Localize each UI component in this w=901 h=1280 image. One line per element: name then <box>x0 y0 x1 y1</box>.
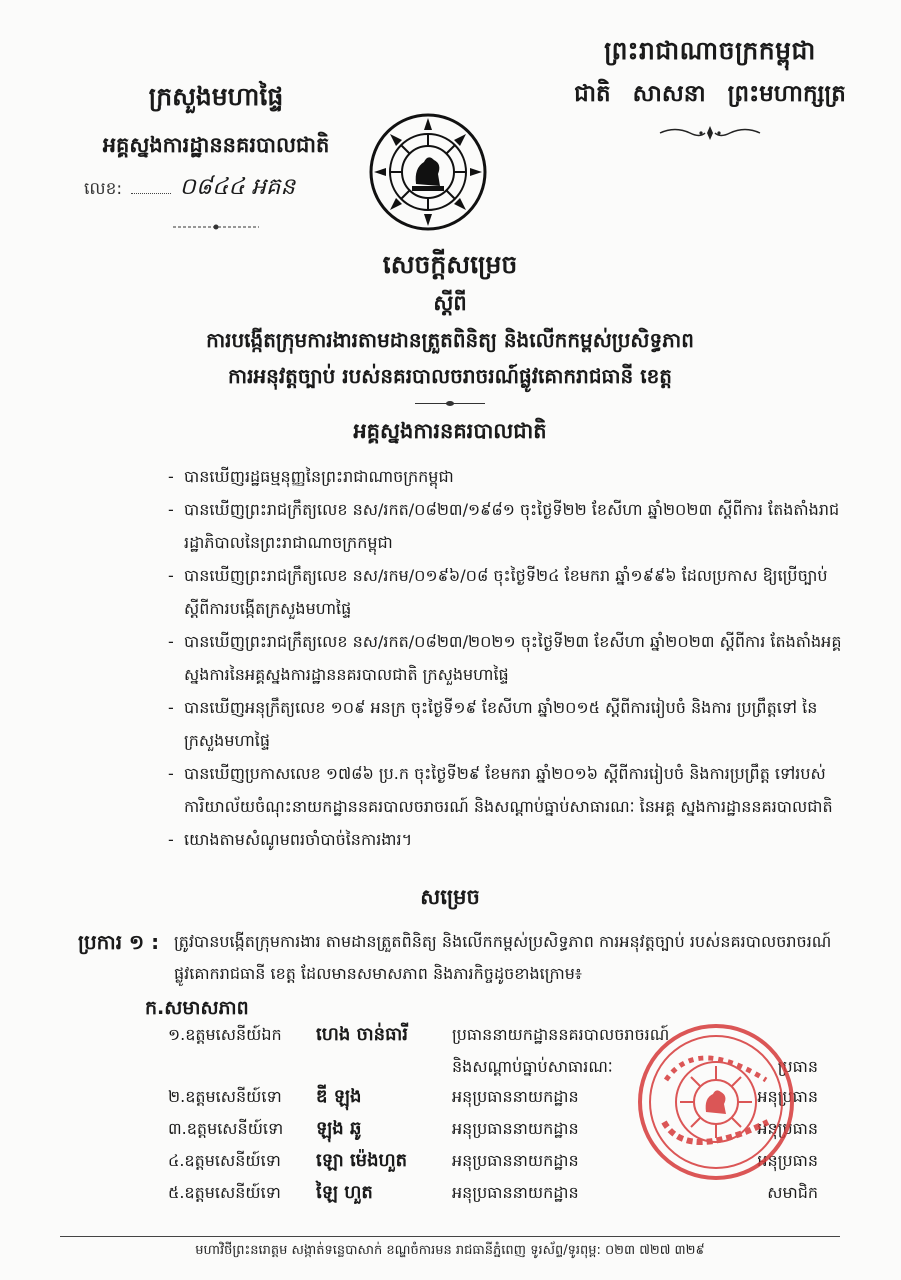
official-stamp-icon <box>636 1022 796 1182</box>
member-position: អនុប្រធាននាយកដ្ឋាន <box>452 1183 579 1202</box>
number-value: ០៨៤៤ <box>179 174 245 200</box>
member-position: អនុប្រធាននាយកដ្ឋាន <box>452 1087 579 1106</box>
member-name: ឡោ ម៉េងហួត <box>316 1150 408 1171</box>
list-item: - បានឃើញប្រកាសលេខ ១៧៨៦ ប្រ.ក ចុះថ្ងៃទី២៩ ខែមករា ឆ្នាំ២០១៦ ស្ដីពីការរៀបចំ និងការប្រព្រឹត្ត ទៅរបស់ការិយាល័យចំណុះនាយកដ្ឋាននគរបាលចរាចរណ៍ និងសណ្ដាប់ធ្នាប់សាធារណៈ នៃអគ្គ ស្នងការដ្ឋាននគរបាលជាតិ <box>168 757 848 823</box>
kingdom-title: ព្រះរាជាណាចក្រកម្ពុជា <box>604 36 816 65</box>
ministry-name: ក្រសួងមហាផ្ទៃ <box>148 82 284 111</box>
number-label: លេខ: <box>84 179 123 199</box>
member-rank: ៣.ឧត្ដមសេនីយ៍ទោ <box>168 1119 284 1138</box>
list-item: - បានឃើញអនុក្រឹត្យលេខ ១០៩ អនក្រ ចុះថ្ងៃទី១៩ ខែសីហា ឆ្នាំ២០១៥ ស្ដីពីការរៀបចំ និងការ ប្រព្រឹត្តទៅ នៃក្រសួងមហាផ្ទៃ <box>168 691 848 757</box>
member-name: ឡៃ ហួត <box>316 1182 373 1203</box>
article-1 <box>78 926 848 990</box>
article-1-label: ប្រការ ១ : <box>78 930 160 954</box>
member-name: ឌី ឡុង <box>316 1086 362 1107</box>
about-label: ស្ដីពី <box>433 291 467 315</box>
member-position: និងសណ្ដាប់ធ្នាប់សាធារណៈ <box>452 1057 613 1076</box>
member-position: ប្រធាននាយកដ្ឋាននគរបាលចរាចរណ៍ <box>452 1025 670 1044</box>
member-position: អនុប្រធាននាយកដ្ឋាន <box>452 1151 579 1170</box>
member-position: អនុប្រធាននាយកដ្ឋាន <box>452 1119 579 1138</box>
member-rank: ២.ឧត្ដមសេនីយ៍ទោ <box>168 1087 282 1106</box>
footer-divider <box>60 1236 840 1237</box>
member-rank: ៥.ឧត្ដមសេនីយ៍ទោ <box>168 1183 281 1202</box>
national-motto: ជាតិ សាសនា ព្រះមហាក្សត្រ <box>574 81 846 107</box>
department-name: អគ្គស្នងការដ្ឋាននគរបាលជាតិ <box>102 133 330 157</box>
document-number <box>66 173 366 206</box>
list-item: - បានឃើញព្រះរាជក្រឹត្យលេខ នស/រកម/០១៩៦/០៨ ចុះថ្ងៃទី២៤ ខែមករា ឆ្នាំ១៩៩៦ ដែលប្រកាស ឱ្យប្រើច្បាប់ស្ដីពីការបង្កើតក្រសួងមហាផ្ទៃ <box>168 559 848 625</box>
subject-line-2: ការអនុវត្តច្បាប់ របស់នគរបាលចរាចរណ៍ផ្លូវគោករាជធានី ខេត្ត <box>228 364 672 388</box>
issuing-authority: អគ្គស្នងការនគរបាលជាតិ <box>353 419 547 443</box>
footer-address: មហាវិថីព្រះនរោត្តម សង្កាត់ទន្លេបាសាក់ ខណ្ឌចំការមន រាជធានីភ្នំពេញ ទូរស័ព្ទ/ទូរពុម្ព: ០២៣ ៧២៧ ៣២៩ <box>195 1243 705 1258</box>
considerations-list <box>168 460 848 856</box>
member-role: អនុប្រធាន <box>757 1087 818 1106</box>
number-suffix: អគន <box>251 174 296 200</box>
decision-heading: សម្រេច <box>420 885 480 909</box>
national-police-seal-icon <box>368 112 488 232</box>
member-role: សមាជិក <box>767 1183 818 1202</box>
member-name: ឡុង ឆូ <box>316 1118 362 1139</box>
member-rank: ១.ឧត្ដមសេនីយ៍ឯក <box>168 1025 282 1044</box>
decision-title-block <box>80 250 820 449</box>
subject-line-1: ការបង្កើតក្រុមការងារតាមដានត្រួតពិនិត្យ និងលើកកម្ពស់ប្រសិទ្ធភាព <box>206 328 694 352</box>
member-role: អនុប្រធាន <box>757 1119 818 1138</box>
list-item: - បានឃើញព្រះរាជក្រឹត្យលេខ នស/រកត/០៨២៣/២០២១ ចុះថ្ងៃទី២៣ ខែសីហា ឆ្នាំ២០២៣ ស្ដីពីការ តែងតាំងអគ្គស្នងការនៃអគ្គស្នងការដ្ឋាននគរបាលជាតិ ក្រសួងមហាផ្ទៃ <box>168 625 848 691</box>
member-role: ប្រធាន <box>777 1057 818 1076</box>
member-name: ហេង ចាន់ធារី <box>316 1024 408 1045</box>
member-role: អនុប្រធាន <box>757 1151 818 1170</box>
member-rank: ៤.ឧត្ដមសេនីយ៍ទោ <box>168 1151 281 1170</box>
ministry-header <box>66 82 366 234</box>
ornament-icon <box>560 123 860 147</box>
kingdom-header <box>560 36 860 147</box>
list-item: - បានឃើញរដ្ឋធម្មនុញ្ញនៃព្រះរាជាណាចក្រកម្ពុជា <box>168 460 848 493</box>
composition-heading: ក.សមាសភាព <box>145 997 249 1019</box>
list-item: - យោងតាមសំណូមពរចាំបាច់នៃការងារ។ <box>168 823 848 856</box>
list-item: - បានឃើញព្រះរាជក្រឹត្យលេខ នស/រកត/០៨២៣/១៩៨១ ចុះថ្ងៃទី២២ ខែសីហា ឆ្នាំ២០២៣ ស្ដីពីការ តែងតាំងរាជរដ្ឋាភិបាលនៃព្រះរាជាណាចក្រកម្ពុជា <box>168 493 848 559</box>
document-type-title: សេចក្ដីសម្រេច <box>382 250 518 279</box>
divider-ornament-icon <box>66 220 366 234</box>
title-divider <box>415 403 485 404</box>
article-1-text: ត្រូវបានបង្កើតក្រុមការងារ តាមដានត្រួតពិនិត្យ និងលើកកម្ពស់ប្រសិទ្ធភាព ការអនុវត្តច្បាប់ របស់នគរបាលចរាចរណ៍ផ្លូវគោករាជធានី ខេត្ត ដែលមានសមាសភាព និងភារកិច្ចដូចខាងក្រោម៖ <box>174 932 832 983</box>
